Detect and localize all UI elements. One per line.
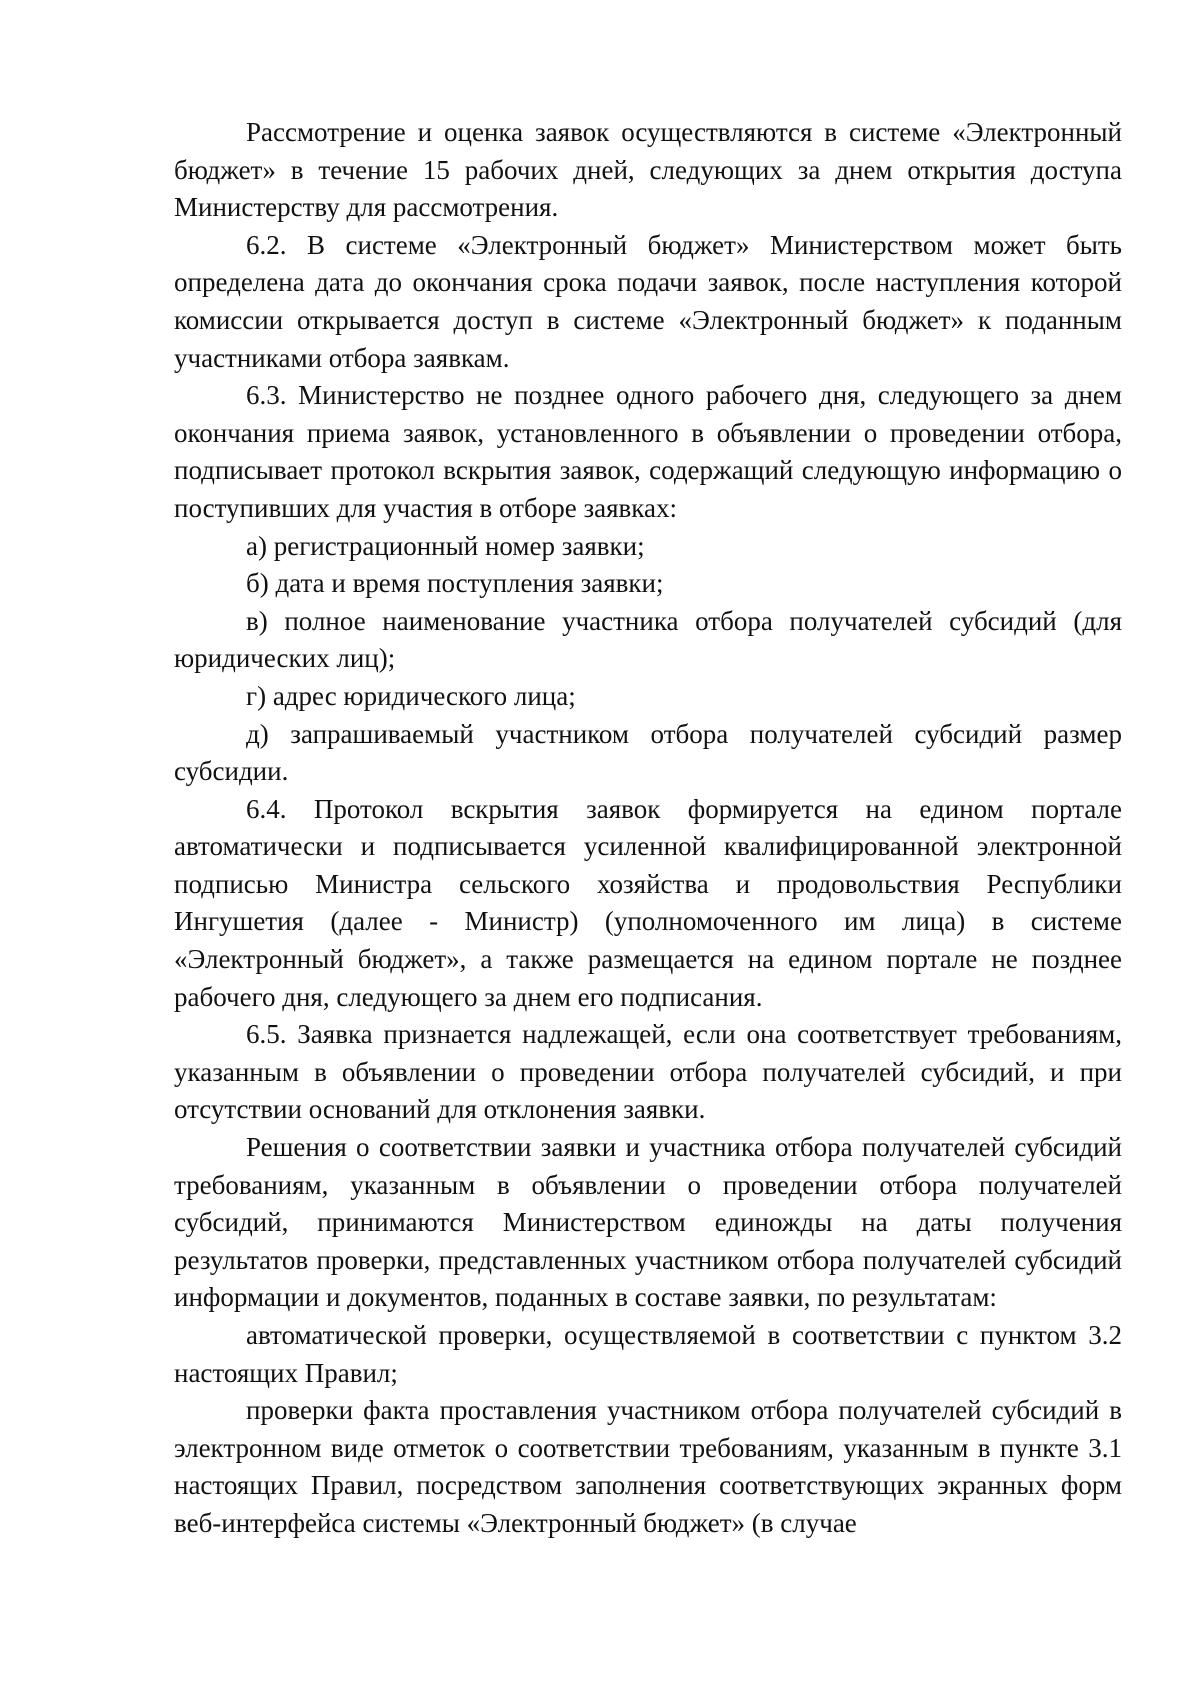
paragraph-marks-check: проверки факта проставления участником отбора получателей субсидий в электронном виде отметок о соответствии требованиям, указанным в пункте 3.1 настоящих Правил, посредством заполнения соответствующих экранных форм веб-интерфейса системы «Электронный бюджет» (в случае [174, 1395, 1122, 1538]
list-item-g: г) адрес юридического лица; [246, 680, 576, 711]
paragraph-6-5: 6.5. Заявка признается надлежащей, если она соответствует требованиям, указанным в объявлении о проведении отбора получателей субсидий, и при отсутствии оснований для отклонения заявки. [174, 1019, 1122, 1125]
paragraph-review-period: Рассмотрение и оценка заявок осуществляются в системе «Электронный бюджет» в течение 15 рабочих дней, следующих за днем открытия доступа Министерству для рассмотрения. [174, 117, 1122, 223]
list-item-v: в) полное наименование участника отбора получателей субсидий (для юридических лиц); [174, 605, 1122, 674]
paragraph-6-3: 6.3. Министерство не позднее одного рабочего дня, следующего за днем окончания приема заявок, установленного в объявлении о проведении отбора, подписывает протокол вскрытия заявок, содержащий следующую информацию о поступивших для участия в отборе заявках: [174, 380, 1122, 523]
list-item-b: б) дата и время поступления заявки; [246, 568, 664, 599]
paragraph-decisions: Решения о соответствии заявки и участника отбора получателей субсидий требованиям, указанным в объявлении о проведении отбора получателей субсидий, принимаются Министерством единожды на даты получения результатов проверки, представленных участником отбора получателей субсидий информации и документов, поданных в составе заявки, по результатам: [174, 1132, 1122, 1313]
list-item-a: а) регистрационный номер заявки; [246, 530, 645, 561]
document-page [174, 114, 1122, 1543]
paragraph-6-4: 6.4. Протокол вскрытия заявок формируется на едином портале автоматически и подписывается усиленной квалифицированной электронной подписью Министра сельского хозяйства и продовольствия Республики Ингушетия (далее - Министр) (уполномоченного им лица) в системе «Электронный бюджет», а также размещается на едином портале не позднее рабочего дня, следующего за днем его подписания. [174, 793, 1122, 1012]
paragraph-automatic-check: автоматической проверки, осуществляемой в соответствии с пунктом 3.2 настоящих Правил; [174, 1320, 1122, 1388]
paragraph-6-2: 6.2. В системе «Электронный бюджет» Министерством может быть определена дата до окончания срока подачи заявок, после наступления которой комиссии открывается доступ в системе «Электронный бюджет» к поданным участниками отбора заявкам. [174, 229, 1122, 373]
list-item-d: д) запрашиваемый участником отбора получателей субсидий размер субсидии. [174, 718, 1122, 787]
